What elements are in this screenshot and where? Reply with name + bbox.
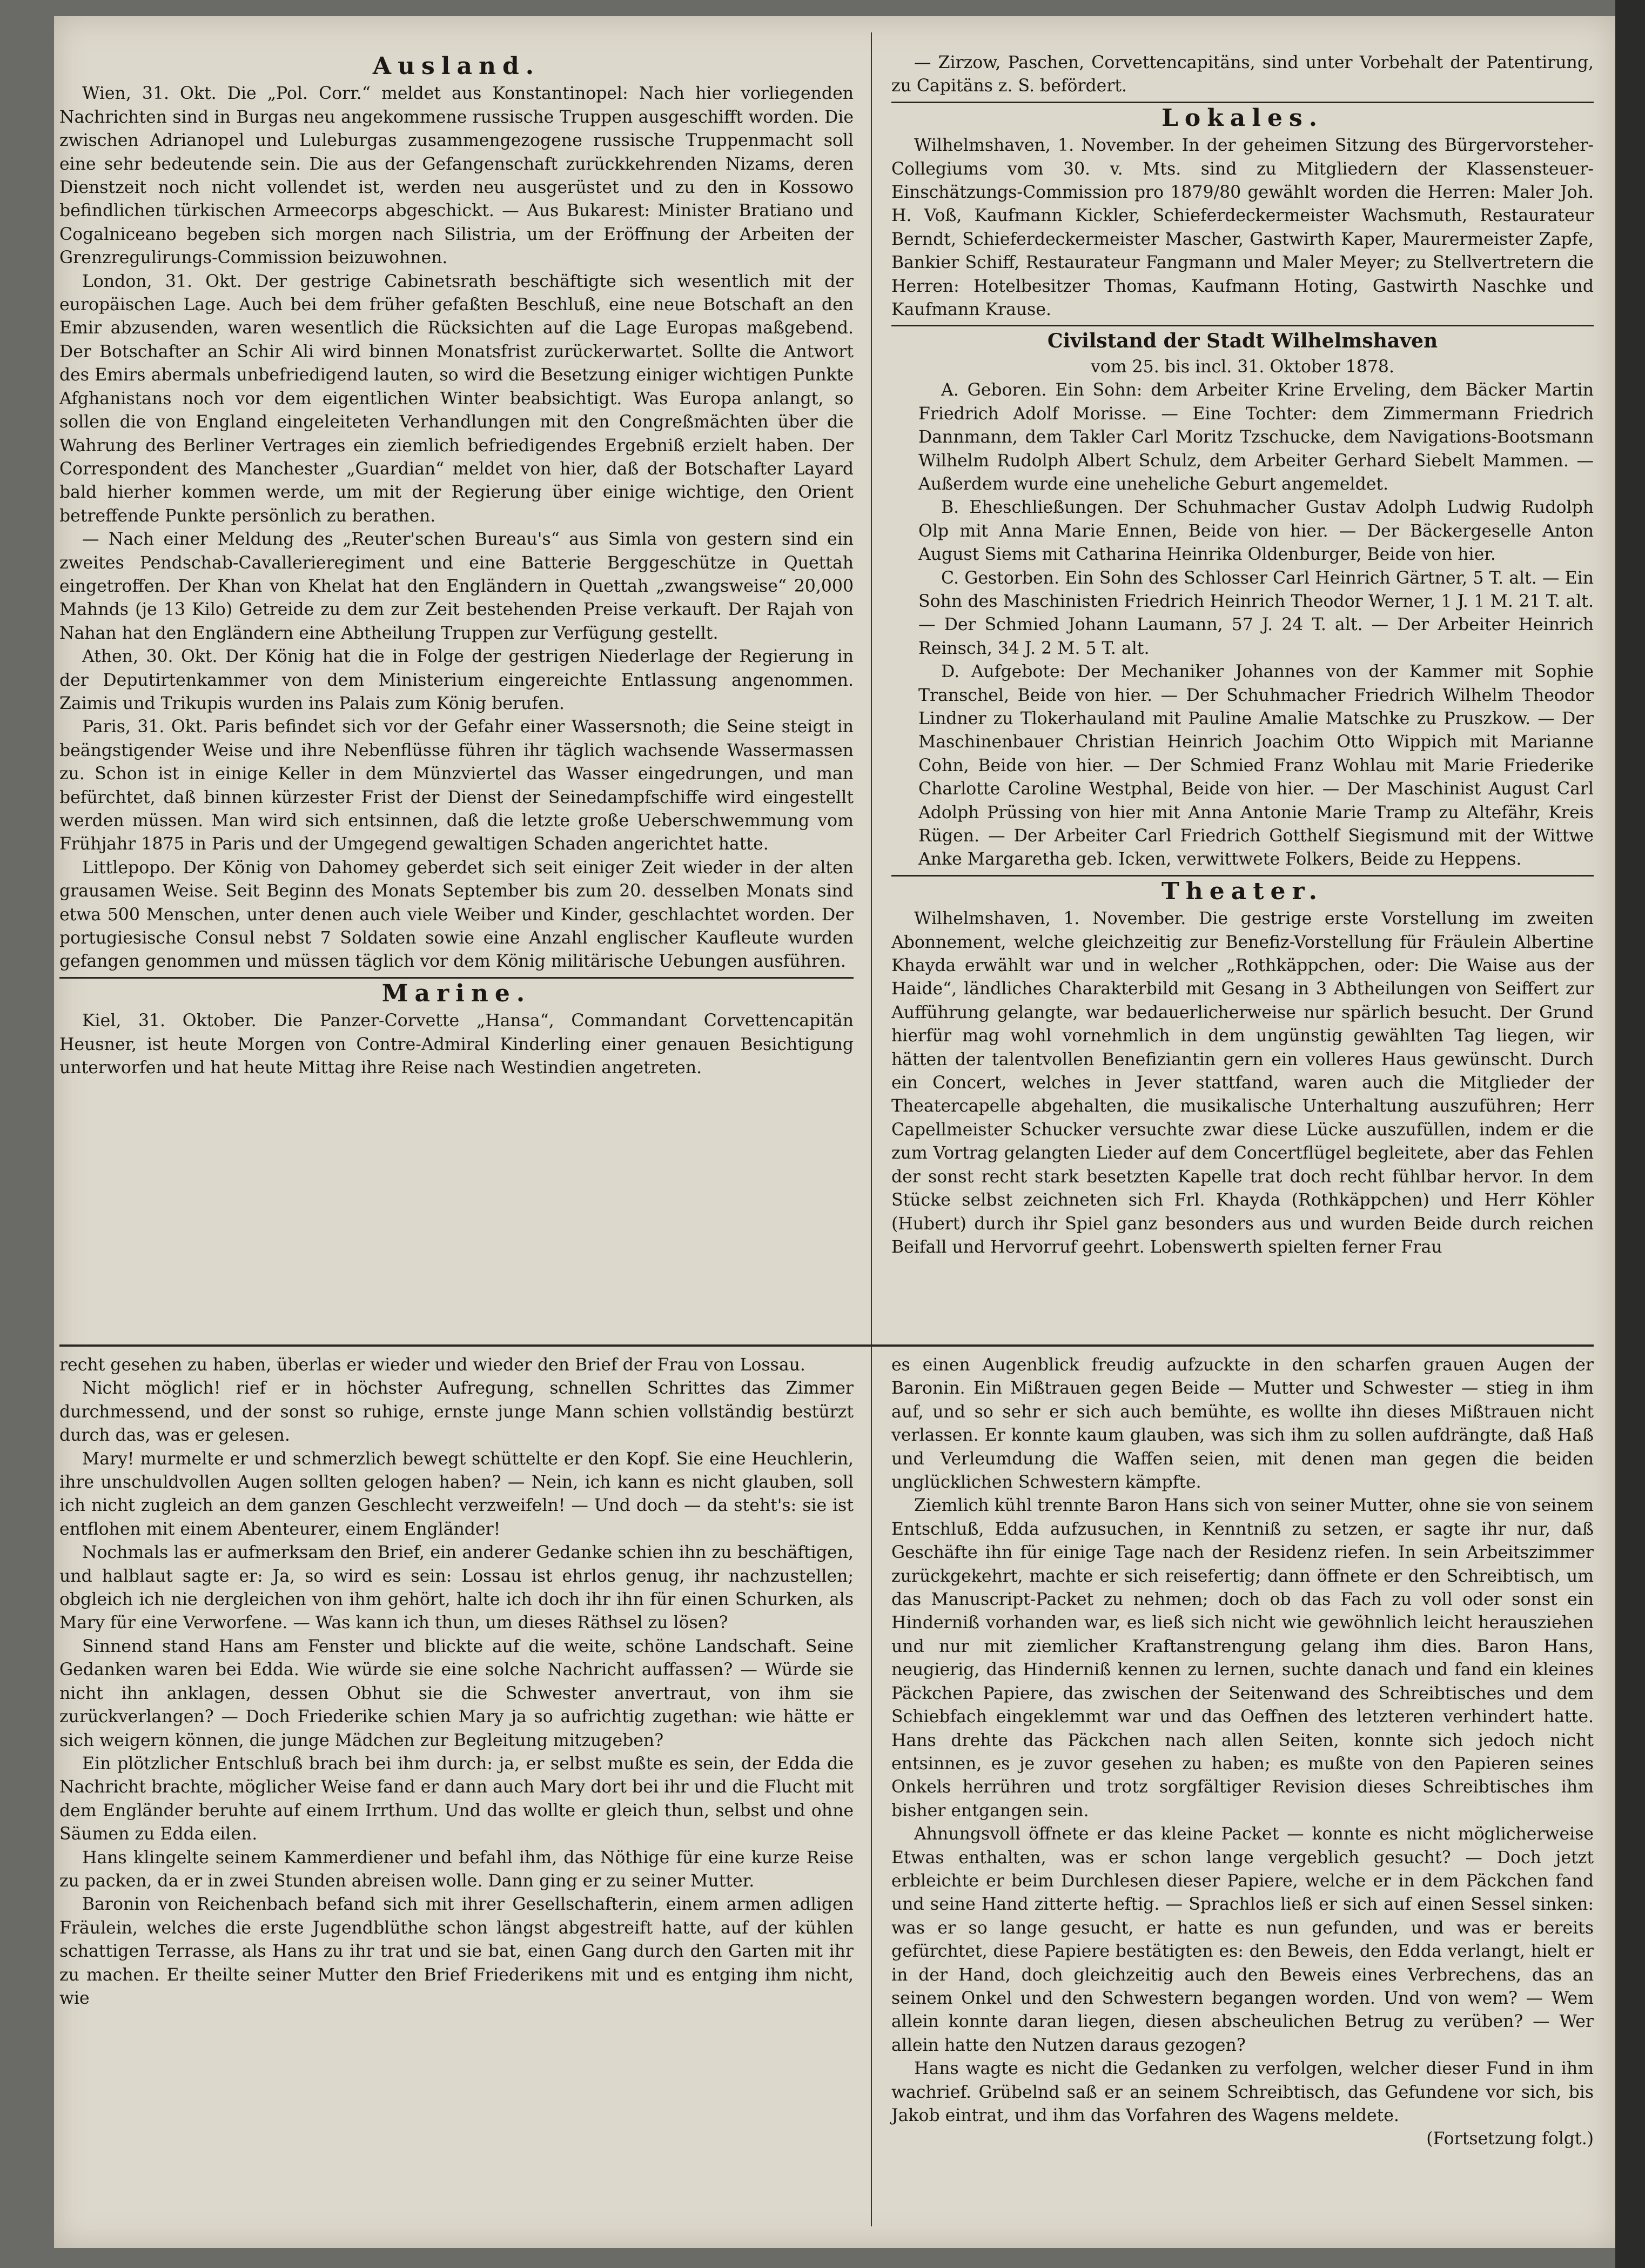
- feuilleton-paragraph: Mary! murmelte er und schmerzlich bewegt schüttelte er den Kopf. Sie eine Heuchlerin, ihre unschuldvollen Augen sollten gelogen haben? — Nein, ich kann es nicht glauben, soll ich nicht zugleich an dem ganzen Geschlecht verzweifeln! — Und doch — da steht's: sie ist entflohen mit einem Abenteurer, einem Engländer!: [59, 1449, 854, 1539]
- article-theater: Wilhelmshaven, 1. November. Die gestrige erste Vorstellung im zweiten Abonnement, welche gleichzeitig zur Benefiz-Vorstellung für Fräulein Albertine Khayda erwählt war und in welcher „Rothkäppchen, oder: Die Waise aus der Haide“, ländliches Charakterbild mit Gesang in 3 Abtheilungen von Seiffert zur Aufführung gelangte, war bedauerlicherweise nur spärlich besucht. Der Grund hierfür mag wohl vornehmlich in dem ungünstig gewählten Tag liegen, wir hätten der talentvollen Benefiziantin gern ein volleres Haus gewünscht. Durch ein Concert, welches in Jever stattfand, waren auch die Mitglieder der Theatercapelle abgehalten, die musikalische Unterhaltung auszuführen; Herr Capellmeister Schucker versuchte zwar diese Lücke auszufüllen, indem er die zum Vortrag gelangten Lieder auf dem Concertflügel begleitete, aber das Fehlen der sonst recht stark besetzten Kapelle trat doch recht fühlbar hervor. In dem Stücke selbst zeichneten sich Frl. Khayda (Rothkäppchen) und Herr Köhler (Hubert) durch ihr Spiel ganz besonders aus und wurden Beide durch reichen Beifall und Hervorruf geehrt. Lobenswerth spielten ferner Frau: [891, 909, 1594, 1257]
- civilstand-title: Civilstand der Stadt Wilhelmshaven: [1047, 330, 1438, 353]
- article-simla: — Nach einer Meldung des „Reuter'schen Bureau's“ aus Simla von gestern sind ein zweites Pendschab-Cavallerieregiment und eine Batterie Berggeschütze in Quettah eingetroffen. Der Khan von Khelat hat den Engländern in Quettah „zwangsweise“ 20,000 Mahnds (je 13 Kilo) Getreide zu dem zur Zeit bestehenden Preise verkauft. Der Rajah von Nahan hat den Engländern eine Abtheilung Truppen zur Verfügung gestellt.: [59, 530, 854, 643]
- civilstand-deaths: C. Gestorben. Ein Sohn des Schlosser Carl Heinrich Gärtner, 5 T. alt. — Ein Sohn des Maschinisten Friedrich Heinrich Theodor Werner, 1 J. 1 M. 21 T. alt. — Der Schmied Johann Laumann, 57 J. 24 T. alt. — Der Arbeiter Heinrich Reinsch, 34 J. 2 M. 5 T. alt.: [918, 568, 1594, 658]
- feuilleton-paragraph: Hans wagte es nicht die Gedanken zu verfolgen, welcher dieser Fund in ihm wachrief. Grübelnd saß er an seinem Schreibtisch, das Gefundene vor sich, bis Jakob eintrat, und ihm das Vorfahren des Wagens meldete.: [891, 2059, 1594, 2125]
- article-wien: Wien, 31. Okt. Die „Pol. Corr.“ meldet aus Konstantinopel: Nach hier vorliegenden Nachrichten sind in Burgas neu angekommene russische Truppen ausgeschifft worden. Die zwischen Adrianopel und Luleburgas zusammengezogene russische Truppenmacht soll eine sehr bedeutende sein. Die aus der Gefangenschaft zurückkehrenden Nizams, deren Dienstzeit noch nicht vollendet ist, werden neu ausgerüstet und zu den in Kossowo befindlichen türkischen Armeecorps abgeschickt. — Aus Bukarest: Minister Bratiano und Cogalniceano begeben sich morgen nach Silistria, um der Eröffnung der Arbeiten der Grenzregulirungs-Commission beizuwohnen.: [59, 84, 854, 268]
- section-rule: [891, 325, 1594, 326]
- feuilleton-divider: [59, 1344, 1594, 1347]
- feuilleton-paragraph: es einen Augenblick freudig aufzuckte in den scharfen grauen Augen der Baronin. Ein Mißtrauen gegen Beide — Mutter und Schwester — stieg in ihm auf, und so sehr er sich auch bemühte, es wollte ihn dieses Mißtrauen nicht verlassen. Er konnte kaum glauben, was sich ihm zu sollen aufdrängte, daß Haß und Verleumdung die Waffen seien, mit denen man gegen die beiden unglücklichen Schwestern kämpfte.: [891, 1355, 1594, 1493]
- article-london: London, 31. Okt. Der gestrige Cabinetsrath beschäftigte sich wesentlich mit der europäischen Lage. Auch bei dem früher gefaßten Beschluß, eine neue Botschaft an den Emir abzusenden, waren wesentlich die Rücksichten auf die Lage Europas maßgebend. Der Botschafter an Schir Ali wird binnen Monatsfrist zurückerwartet. Sollte die Antwort des Emirs abermals unbefriedigend lauten, so wird die Besetzung einiger wichtigen Punkte Afghanistans noch vor dem eigentlichen Winter beabsichtigt. Was Europa anlangt, so sollen die von England eingeleiteten Verhandlungen mit den Congreßmächten über die Wahrung des Berliner Vertrages ein ziemlich befriedigendes Ergebniß erzielt haben. Der Correspondent des Manchester „Guardian“ meldet von hier, daß der Botschafter Layard bald hierher kommen werde, um mit der Regierung über einige wichtige, den Orient betreffende Punkte persönlich zu berathen.: [59, 271, 854, 526]
- feuilleton-right-column: [891, 1354, 1594, 2151]
- section-title-lokales: Lokales.: [1161, 104, 1324, 132]
- left-column: [59, 51, 854, 1080]
- continuation-note: (Fortsetzung folgt.): [1426, 2129, 1594, 2149]
- article-continuation: — Zirzow, Paschen, Corvettencapitäns, sind unter Vorbehalt der Patentirung, zu Capitäns z. S. befördert.: [891, 53, 1594, 96]
- section-title-marine: Marine.: [381, 979, 532, 1007]
- article-athen: Athen, 30. Okt. Der König hat die in Folge der gestrigen Niederlage der Regierung in der Deputirtenkammer von dem Ministerium eingereichte Entlassung angenommen. Zaimis und Trikupis wurden ins Palais zum König berufen.: [59, 647, 854, 713]
- feuilleton-paragraph: Baronin von Reichenbach befand sich mit ihrer Gesellschafterin, einem armen adligen Fräulein, welches die erste Jugendblüthe schon längst abgestreift hatte, auf der kühlen schattigen Terrasse, als Hans zu ihr trat und sie bat, einen Gang durch den Garten mit ihr zu machen. Er theilte seiner Mutter den Brief Friederikens mit und es entging ihm nicht, wie: [59, 1895, 854, 2008]
- scan-edge: [1615, 0, 1645, 2268]
- feuilleton-paragraph: Ahnungsvoll öffnete er das kleine Packet — konnte es nicht möglicherweise Etwas enthalten, was er schon lange vergeblich gesucht? — Doch jetzt erbleichte er beim Durchlesen dieser Papiere, welche er in dem Päckchen fand und seine Hand zitterte heftig. — Sprachlos ließ er sich auf einen Sessel sinken: was er so lange gesucht, er hatte es nun gefunden, und was er bereits gefürchtet, diese Papiere bestätigten es: den Beweis, den Edda verlangt, hielt er in der Hand, doch gleichzeitig auch den Beweis eines Verbrechens, das an seinem Onkel und den Schwestern begangen worden. Und von wem? — Wem allein konnte daran liegen, diesen abscheulichen Betrug zu verüben? — Wer allein hatte den Nutzen daraus gezogen?: [891, 1824, 1594, 2055]
- feuilleton-paragraph: recht gesehen zu haben, überlas er wieder und wieder den Brief der Frau von Lossau.: [59, 1355, 805, 1375]
- civilstand-banns: D. Aufgebote: Der Mechaniker Johannes von der Kammer mit Sophie Transchel, Beide von hier. — Der Schuhmacher Friedrich Wilhelm Theodor Lindner zu Tlokerhauland mit Pauline Amalie Matschke zu Pruszkow. — Der Maschinenbauer Christian Heinrich Joachim Otto Wippich mit Marianne Cohn, Beide von hier. — Der Schmied Franz Wohlau mit Marie Friederike Charlotte Caroline Westphal, Beide von hier. — Der Maschinist August Carl Adolph Prüssing von hier mit Anna Antonie Marie Tramp zu Altefähr, Kreis Rügen. — Der Arbeiter Carl Friedrich Gotthelf Siegismund mit der Wittwe Anke Margaretha geb. Icken, verwittwete Folkers, Beide zu Heppens.: [918, 662, 1594, 869]
- feuilleton-paragraph: Sinnend stand Hans am Fenster und blickte auf die weite, schöne Landschaft. Seine Gedanken waren bei Edda. Wie würde sie eine solche Nachricht auffassen? — Würde sie nicht ihn anklagen, dessen Obhut sie die Schwester anvertraut, von ihm sie zurückverlangen? — Doch Friederike schien Mary ja so aufrichtig zugethan: wie hätte er sich weigern können, die junge Mädchen zur Begleitung mitzugeben?: [59, 1636, 854, 1750]
- feuilleton-paragraph: Ziemlich kühl trennte Baron Hans sich von seiner Mutter, ohne sie von seinem Entschluß, Edda aufzusuchen, in Kenntniß zu setzen, er sagte ihr nur, daß Geschäfte ihn für einige Tage nach der Residenz riefen. In sein Arbeitszimmer zurückgekehrt, machte er sich reisefertig; dann öffnete er den Schreibtisch, um das Manuscript-Packet zu nehmen; doch ob das Fach zu voll oder sonst ein Hinderniß vorhanden war, es ließ sich nicht wie gewöhnlich leicht herausziehen und nur mit ziemlicher Kraftanstrengung gelang ihm dies. Baron Hans, neugierig, das Hinderniß kennen zu lernen, suchte danach und fand ein kleines Päckchen Papiere, das zwischen der Seitenwand des Schreibtisches und dem Schiebfach eingeklemmt war und das Oeffnen des letzteren verhindert hatte. Hans drehte das Päckchen nach allen Seiten, konnte sich jedoch nicht entsinnen, es je zuvor gesehen zu haben; es mußte von den Papieren seines Onkels herrühren und trotz sorgfältiger Revision dieses Schreibtisches ihm bisher entgangen sein.: [891, 1496, 1594, 1821]
- article-wilhelmshaven: Wilhelmshaven, 1. November. In der geheimen Sitzung des Bürgervorsteher-Collegiums vom 30. v. Mts. sind zu Mitgliedern der Klassensteuer-Einschätzungs-Commission pro 1879/80 gewählt worden die Herren: Maler Joh. H. Voß, Kaufmann Kickler, Schieferdeckermeister Wachsmuth, Restaurateur Berndt, Schieferdeckermeister Mascher, Gastwirth Kaper, Maurermeister Zapfe, Bankier Schiff, Restaurateur Fangmann und Maler Meyer; zu Stellvertretern die Herren: Hotelbesitzer Thomas, Kaufmann Hoting, Gastwirth Naschke und Kaufmann Krause.: [891, 136, 1594, 320]
- feuilleton-paragraph: Nochmals las er aufmerksam den Brief, ein anderer Gedanke schien ihn zu beschäftigen, und halblaut sagte er: Ja, so wird es sein: Lossau ist ehrlos genug, ihr nachzustellen; obgleich ich nie dergleichen von ihm gehört, halte ich doch ihr ihn für einen Schurken, als Mary für eine Verworfene. — Was kann ich thun, um dieses Räthsel zu lösen?: [59, 1543, 854, 1633]
- section-rule: [59, 977, 854, 979]
- right-column: [891, 51, 1594, 1259]
- section-title-ausland: Ausland.: [372, 52, 541, 80]
- column-divider: [871, 32, 872, 2226]
- feuilleton-left-column: [59, 1354, 854, 2010]
- article-paris: Paris, 31. Okt. Paris befindet sich vor der Gefahr einer Wassersnoth; die Seine steigt in beängstigender Weise und ihre Nebenflüsse führen ihr täglich wachsende Wassermassen zu. Schon ist in einige Keller in dem Münzviertel das Wasser eingedrungen, und man befürchtet, daß binnen kürzester Frist der Dienst der Seinedampfschiffe wird eingestellt werden müssen. Man wird sich entsinnen, daß die letzte große Ueberschwemmung vom Frühjahr 1875 in Paris und der Umgegend gewaltigen Schaden angerichtet hatte.: [59, 717, 854, 854]
- feuilleton-paragraph: Nicht möglich! rief er in höchster Aufregung, schnellen Schrittes das Zimmer durchmessend, und der sonst so ruhige, ernste junge Mann schien vollständig bestürzt durch das, was er gelesen.: [59, 1379, 854, 1446]
- section-rule: [891, 875, 1594, 877]
- civilstand-range: vom 25. bis incl. 31. Oktober 1878.: [1091, 357, 1394, 377]
- section-title-theater: Theater.: [1161, 877, 1324, 905]
- feuilleton-paragraph: Hans klingelte seinem Kammerdiener und befahl ihm, das Nöthige für eine kurze Reise zu packen, da er in zwei Stunden abreisen wolle. Dann ging er zu seiner Mutter.: [59, 1848, 854, 1891]
- feuilleton-paragraph: Ein plötzlicher Entschluß brach bei ihm durch: ja, er selbst mußte es sein, der Edda die Nachricht brachte, möglicher Weise fand er dann auch Mary dort bei ihr und die Flucht mit dem Engländer beruhte auf einem Irrthum. Und das wollte er gleich thun, selbst und ohne Säumen zu Edda eilen.: [59, 1754, 854, 1844]
- article-littlepopo: Littlepopo. Der König von Dahomey geberdet sich seit einiger Zeit wieder in der alten grausamen Weise. Seit Beginn des Monats September bis zum 20. desselben Monats sind etwa 500 Menschen, unter denen auch viele Weiber und Kinder, geschlachtet worden. Der portugiesische Consul nebst 7 Soldaten sowie eine Anzahl englischer Kaufleute wurden gefangen genommen und müssen täglich vor dem König militärische Uebungen ausführen.: [59, 858, 854, 972]
- civilstand-marriages: B. Eheschließungen. Der Schuhmacher Gustav Adolph Ludwig Rudolph Olp mit Anna Marie Ennen, Beide von hier. — Der Bäckergeselle Anton August Siems mit Catharina Heinrika Oldenburger, Beide von hier.: [918, 498, 1594, 565]
- article-kiel: Kiel, 31. Oktober. Die Panzer-Corvette „Hansa“, Commandant Corvettencapitän Heusner, ist heute Morgen von Contre-Admiral Kinderling einer genauen Besichtigung unterworfen und hat heute Mittag ihre Reise nach Westindien angetreten.: [59, 1011, 854, 1078]
- civilstand-births: A. Geboren. Ein Sohn: dem Arbeiter Krine Erveling, dem Bäcker Martin Friedrich Adolf Morisse. — Eine Tochter: dem Zimmermann Friedrich Dannmann, dem Takler Carl Moritz Tzschucke, dem Navigations-Bootsmann Wilhelm Rudolph Albert Schulz, dem Arbeiter Gerhard Siebelt Mammen. — Außerdem wurde eine uneheliche Geburt angemeldet.: [918, 380, 1594, 494]
- section-rule: [891, 102, 1594, 103]
